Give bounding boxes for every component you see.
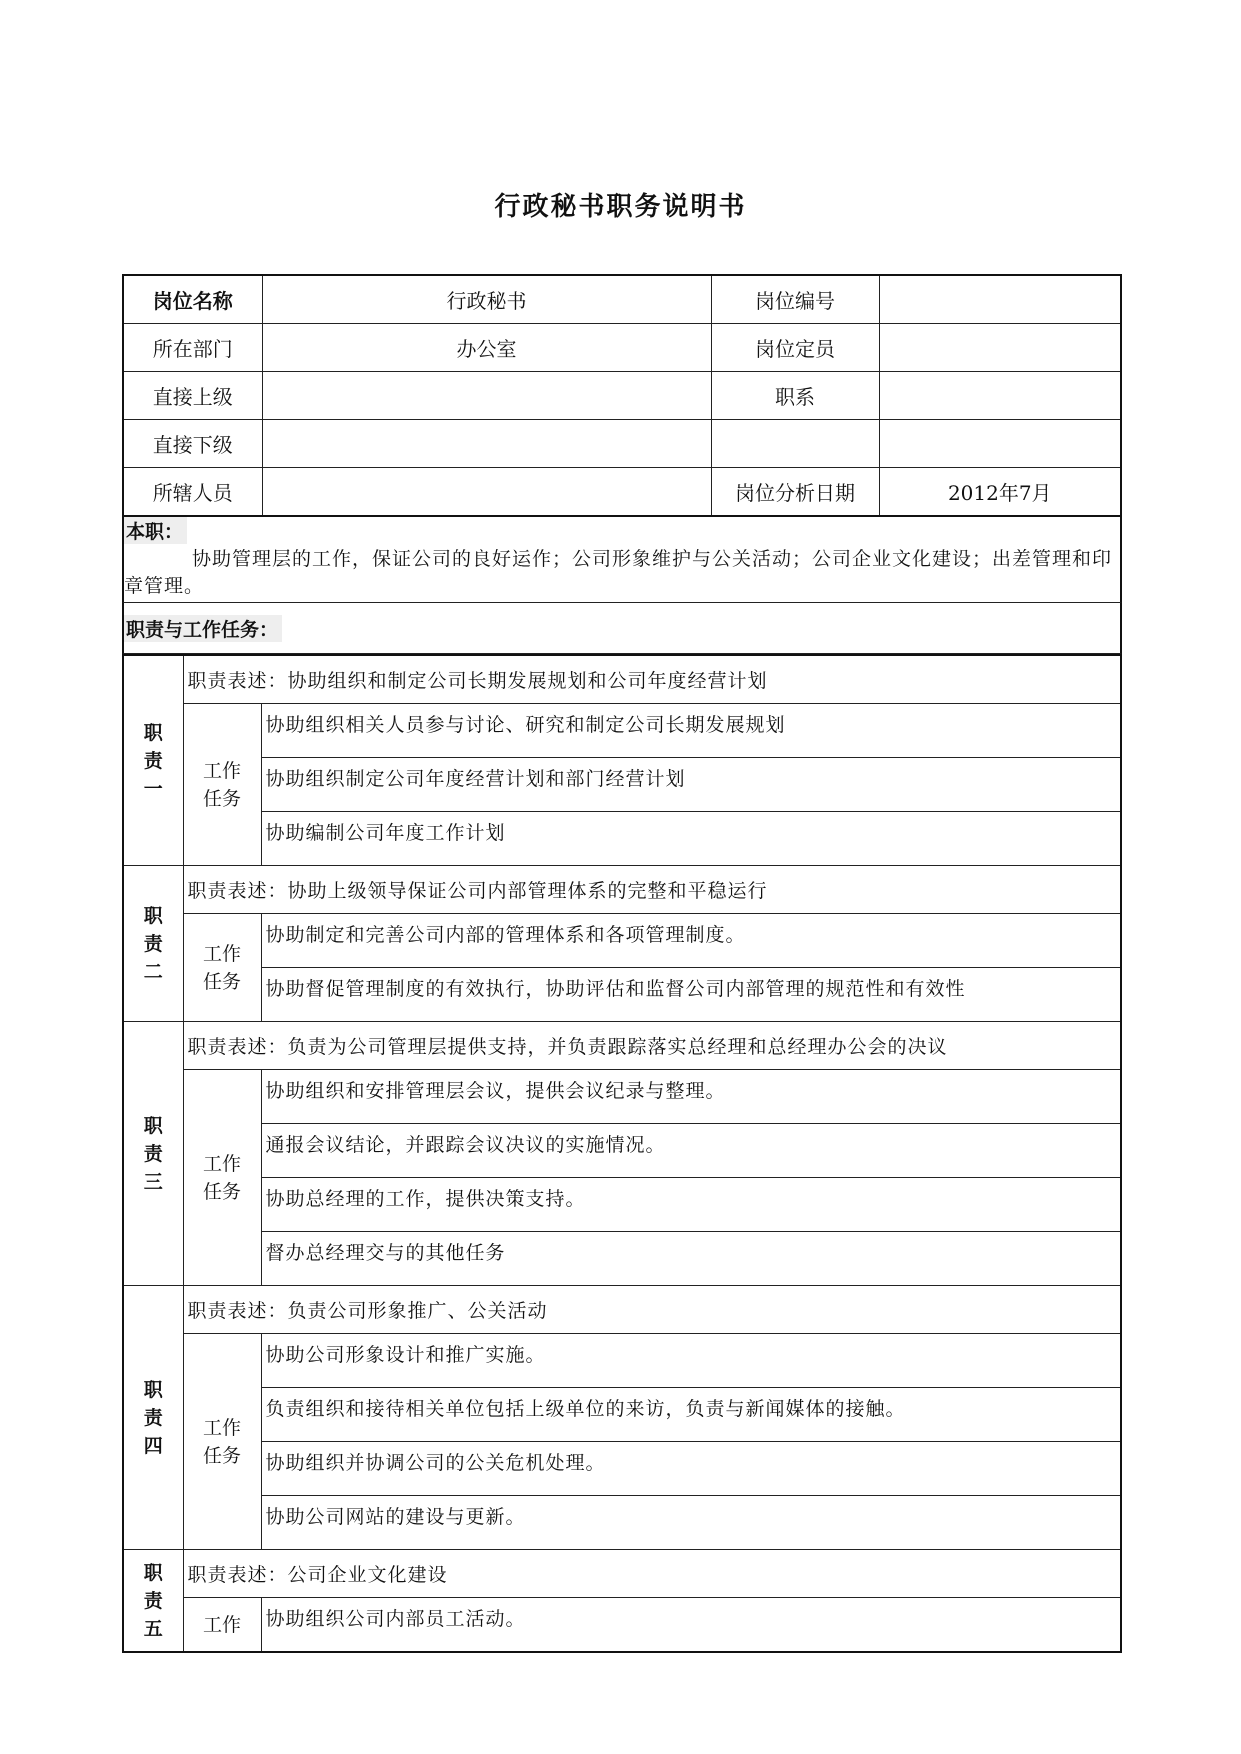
table-row: [123, 468, 1121, 517]
duty-number: 职责二: [123, 866, 183, 1022]
position-info-table: [122, 274, 1122, 517]
duty-task-row: [123, 1070, 1121, 1124]
duty-task-row: [123, 1496, 1121, 1550]
duty-desc-row: [123, 1550, 1121, 1598]
table-row: [123, 324, 1121, 372]
duty-description: 职责表述：协助组织和制定公司长期发展规划和公司年度经营计划: [183, 655, 1121, 704]
direct-subordinate-label: 直接下级: [123, 420, 262, 468]
duty-description: 职责表述：协助上级领导保证公司内部管理体系的完整和平稳运行: [183, 866, 1121, 914]
department-label: 所在部门: [123, 324, 262, 372]
task-item: 协助组织相关人员参与讨论、研究和制定公司长期发展规划: [261, 704, 1121, 758]
duty-number: 职责五: [123, 1550, 183, 1653]
table-row: [123, 420, 1121, 468]
duties-table: [122, 654, 1122, 1653]
duties-section-header: [122, 603, 1122, 654]
duty-task-row: [123, 1442, 1121, 1496]
task-item: 协助总经理的工作，提供决策支持。: [261, 1178, 1121, 1232]
analysis-date-label: 岗位分析日期: [711, 468, 879, 517]
task-item: 通报会议结论，并跟踪会议决议的实施情况。: [261, 1124, 1121, 1178]
direct-superior-label: 直接上级: [123, 372, 262, 420]
core-duty-label: 本职：: [124, 517, 187, 544]
task-label: 工作任务: [183, 914, 261, 1022]
headcount-label: 岗位定员: [711, 324, 879, 372]
duty-task-row: [123, 1388, 1121, 1442]
position-name-value: 行政秘书: [262, 275, 711, 324]
duty-description: 职责表述：公司企业文化建设: [183, 1550, 1121, 1598]
position-no-label: 岗位编号: [711, 275, 879, 324]
task-item: 负责组织和接待相关单位包括上级单位的来访，负责与新闻媒体的接触。: [261, 1388, 1121, 1442]
job-family-value: [879, 372, 1121, 420]
analysis-date-value: 2012年7月: [879, 468, 1121, 517]
duty-desc-row: [123, 866, 1121, 914]
department-value: 办公室: [262, 324, 711, 372]
task-item: 协助编制公司年度工作计划: [261, 812, 1121, 866]
duty-task-row: [123, 1124, 1121, 1178]
position-no-value: [879, 275, 1121, 324]
headcount-value: [879, 324, 1121, 372]
duty-task-row: [123, 914, 1121, 968]
task-label: 工作任务: [183, 704, 261, 866]
task-item: 协助组织公司内部员工活动。: [261, 1598, 1121, 1653]
core-duty-text: 协助管理层的工作，保证公司的良好运作；公司形象维护与公关活动；公司企业文化建设；出差管理和印章管理。: [124, 548, 1113, 597]
position-name-label: 岗位名称: [123, 275, 262, 324]
job-family-label: 职系: [711, 372, 879, 420]
task-item: 协助督促管理制度的有效执行，协助评估和监督公司内部管理的规范性和有效性: [261, 968, 1121, 1022]
page-title: 行政秘书职务说明书: [494, 192, 747, 222]
duty-desc-row: [123, 655, 1121, 704]
duty-task-row: [123, 758, 1121, 812]
task-label: 工作任务: [183, 1334, 261, 1550]
duty-task-row: [123, 812, 1121, 866]
duty-number: 职责三: [123, 1022, 183, 1286]
duty-task-row: [123, 1334, 1121, 1388]
task-label: 工作: [183, 1598, 261, 1653]
task-label: 工作任务: [183, 1070, 261, 1286]
empty-cell: [879, 420, 1121, 468]
duties-label: 职责与工作任务：: [124, 615, 282, 642]
duty-number: 职责一: [123, 655, 183, 866]
duty-task-row: [123, 1178, 1121, 1232]
duty-task-row: [123, 1598, 1121, 1653]
task-item: 督办总经理交与的其他任务: [261, 1232, 1121, 1286]
duty-task-row: [123, 1232, 1121, 1286]
direct-subordinate-value: [262, 420, 711, 468]
direct-superior-value: [262, 372, 711, 420]
task-item: 协助组织并协调公司的公关危机处理。: [261, 1442, 1121, 1496]
task-item: 协助公司形象设计和推广实施。: [261, 1334, 1121, 1388]
task-item: 协助组织和安排管理层会议，提供会议纪录与整理。: [261, 1070, 1121, 1124]
duty-desc-row: [123, 1286, 1121, 1334]
managed-staff-label: 所辖人员: [123, 468, 262, 517]
managed-staff-value: [262, 468, 711, 517]
duty-number: 职责四: [123, 1286, 183, 1550]
duty-description: 职责表述：负责公司形象推广、公关活动: [183, 1286, 1121, 1334]
task-item: 协助公司网站的建设与更新。: [261, 1496, 1121, 1550]
task-item: 协助制定和完善公司内部的管理体系和各项管理制度。: [261, 914, 1121, 968]
table-row: [123, 372, 1121, 420]
duty-desc-row: [123, 1022, 1121, 1070]
empty-cell: [711, 420, 879, 468]
duty-task-row: [123, 968, 1121, 1022]
core-duty-section: [122, 513, 1122, 603]
task-item: 协助组织制定公司年度经营计划和部门经营计划: [261, 758, 1121, 812]
table-row: [123, 275, 1121, 324]
duty-task-row: [123, 704, 1121, 758]
duty-description: 职责表述：负责为公司管理层提供支持，并负责跟踪落实总经理和总经理办公会的决议: [183, 1022, 1121, 1070]
